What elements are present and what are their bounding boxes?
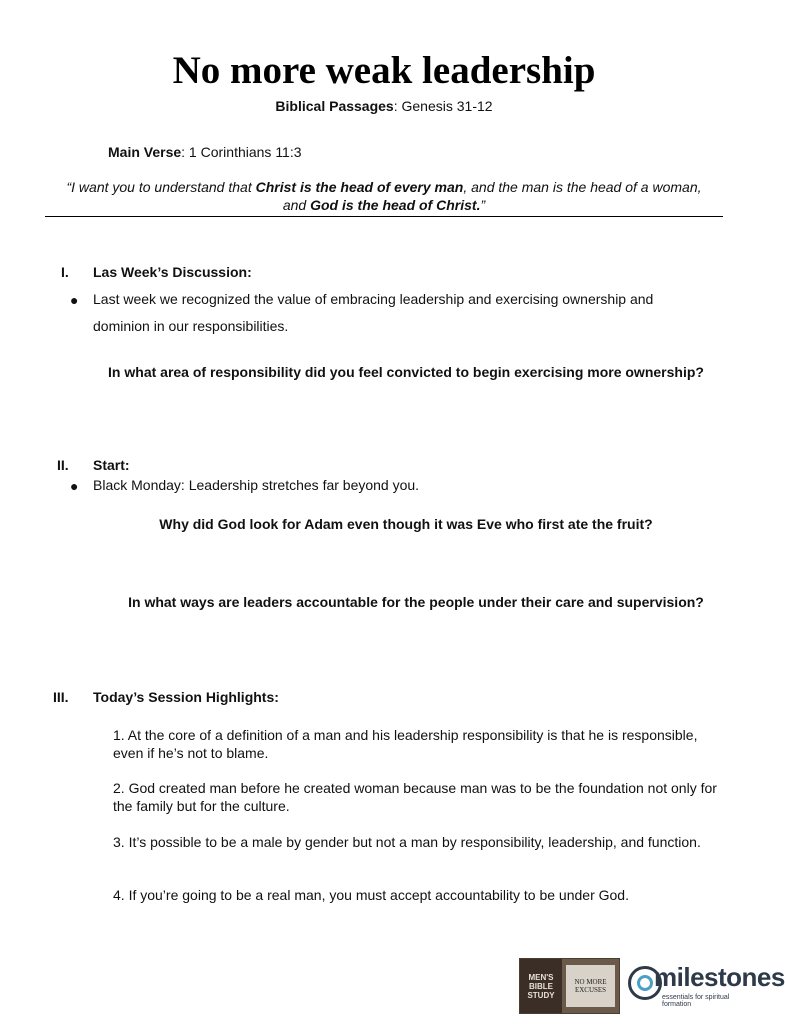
section-1-numeral: I. xyxy=(61,264,69,280)
biblical-passages xyxy=(0,98,768,114)
highlight-item-1: 1. At the core of a definition of a man and his leadership responsibility is that he is responsible, even if he’s not to blame. xyxy=(113,727,698,761)
quote-text: ” xyxy=(480,197,486,213)
logo-tagline: essentials for spiritual formation xyxy=(662,994,730,1008)
bullet-icon: ● xyxy=(70,292,79,308)
section-1-question: In what area of responsibility did you feel convicted to begin exercising more ownership? xyxy=(108,364,704,380)
section-3-heading: Today’s Session Highlights: xyxy=(93,689,279,705)
logo-name: milestones xyxy=(654,962,785,992)
main-verse xyxy=(108,144,302,160)
section-2-question-1: Why did God look for Adam even though it was Eve who first ate the fruit? xyxy=(159,516,653,532)
section-2-heading: Start: xyxy=(93,457,130,473)
section-2-bullet: Black Monday: Leadership stretches far beyond you. xyxy=(93,477,420,493)
section-1-bullet: Last week we recognized the value of embracing leadership and exercising ownership and dominion in our responsibilities. xyxy=(93,291,654,334)
section-2-numeral: II. xyxy=(57,457,69,473)
quote-text: “I want you to understand that xyxy=(66,179,256,195)
main-verse-value: : 1 Corinthians 11:3 xyxy=(181,144,302,160)
quote-emphasis: Christ is the head of every man xyxy=(255,179,464,195)
verse-quote xyxy=(60,178,708,214)
milestones-logo xyxy=(624,958,785,1014)
passages-value: : Genesis 31-12 xyxy=(393,98,493,114)
section-2-question-2: In what ways are leaders accountable for the people under their care and supervision? xyxy=(128,594,704,610)
passages-label: Biblical Passages xyxy=(275,98,394,114)
book-series: MEN'S BIBLE STUDY xyxy=(520,959,562,1013)
bullet-icon: ● xyxy=(70,478,79,494)
divider-line xyxy=(45,216,723,217)
highlight-item-4: 4. If you’re going to be a real man, you must accept accountability to be under God. xyxy=(113,887,629,903)
quote-text: , and the man is the head of a woman, and xyxy=(282,179,702,213)
section-3-numeral: III. xyxy=(53,689,69,705)
quote-emphasis: God is the head of Christ. xyxy=(310,197,481,213)
book-cover-image xyxy=(519,958,620,1014)
main-verse-label: Main Verse xyxy=(108,144,182,160)
book-title: NO MORE EXCUSES xyxy=(566,965,615,1007)
section-1-heading: Las Week’s Discussion: xyxy=(93,264,252,280)
highlight-item-3: 3. It’s possible to be a male by gender but not a man by responsibility, leadership, and function. xyxy=(113,834,701,850)
page-title: No more weak leadership xyxy=(172,49,596,92)
highlight-item-2: 2. God created man before he created woman because man was to be the foundation not only for the family but for the culture. xyxy=(113,780,717,814)
